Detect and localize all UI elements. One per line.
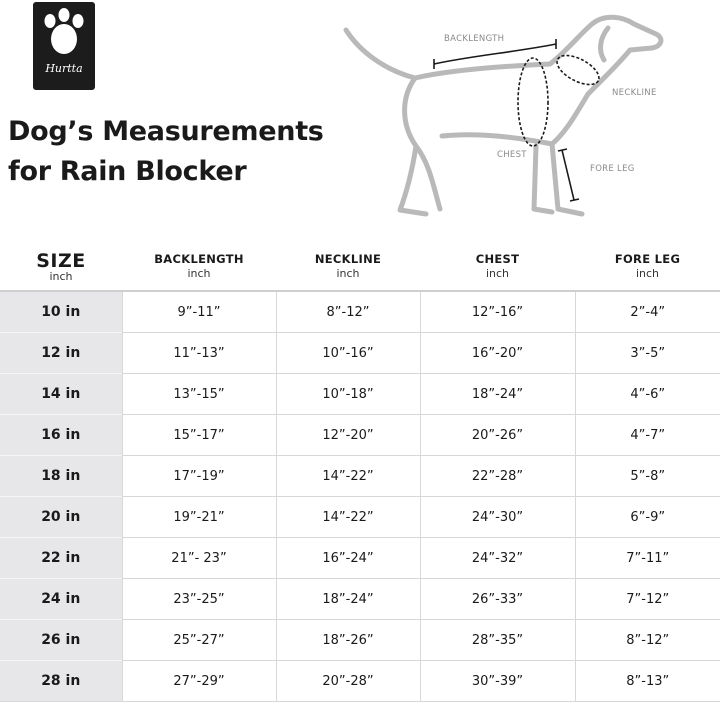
column-header-foreleg xyxy=(575,242,720,291)
table-row xyxy=(0,497,720,538)
measurement-cell-foreleg: 8”-13” xyxy=(575,661,720,702)
table-row xyxy=(0,374,720,415)
column-header-unit: inch xyxy=(635,267,660,280)
size-cell: 14 in xyxy=(0,374,122,415)
measurement-cell-chest: 24”-30” xyxy=(420,497,575,538)
measurement-cell-neckline: 18”-26” xyxy=(276,620,420,661)
size-table xyxy=(0,242,720,702)
measurement-cell-foreleg: 7”-12” xyxy=(575,579,720,620)
measurement-cell-backlength: 13”-15” xyxy=(122,374,276,415)
measurement-cell-neckline: 10”-18” xyxy=(276,374,420,415)
dog-silhouette xyxy=(346,17,661,214)
table-row xyxy=(0,661,720,702)
title-line-1: Dog’s Measurements xyxy=(8,116,324,147)
measurement-cell-foreleg: 3”-5” xyxy=(575,333,720,374)
size-cell: 12 in xyxy=(0,333,122,374)
measurement-cell-foreleg: 4”-6” xyxy=(575,374,720,415)
size-cell: 24 in xyxy=(0,579,122,620)
measurement-cell-backlength: 17”-19” xyxy=(122,456,276,497)
table-row xyxy=(0,291,720,333)
measurement-cell-backlength: 9”-11” xyxy=(122,291,276,333)
measurement-cell-backlength: 27”-29” xyxy=(122,661,276,702)
foreleg-marker xyxy=(562,150,574,200)
title-line-2: for Rain Blocker xyxy=(8,156,247,187)
measurement-cell-chest: 16”-20” xyxy=(420,333,575,374)
column-header-label: NECKLINE xyxy=(314,252,382,266)
size-cell: 26 in xyxy=(0,620,122,661)
column-header-backlength xyxy=(122,242,276,291)
table-body xyxy=(0,291,720,702)
measurement-cell-neckline: 18”-24” xyxy=(276,579,420,620)
measurement-cell-neckline: 16”-24” xyxy=(276,538,420,579)
column-header-unit: inch xyxy=(49,269,73,283)
column-header-neckline xyxy=(276,242,420,291)
measurement-cell-backlength: 15”-17” xyxy=(122,415,276,456)
measurement-cell-foreleg: 4”-7” xyxy=(575,415,720,456)
size-cell: 16 in xyxy=(0,415,122,456)
paw-icon xyxy=(33,2,95,90)
size-cell: 28 in xyxy=(0,661,122,702)
table-row xyxy=(0,579,720,620)
measurement-cell-foreleg: 8”-12” xyxy=(575,620,720,661)
size-cell: 10 in xyxy=(0,291,122,333)
column-header-unit: inch xyxy=(485,267,510,280)
measurement-cell-backlength: 25”-27” xyxy=(122,620,276,661)
table-row xyxy=(0,620,720,661)
column-header-label: FORE LEG xyxy=(614,252,681,266)
size-cell: 20 in xyxy=(0,497,122,538)
page-title xyxy=(8,112,324,192)
label-foreleg: FORE LEG xyxy=(590,164,635,174)
table-header-row xyxy=(0,242,720,291)
measurement-cell-chest: 20”-26” xyxy=(420,415,575,456)
column-header-size xyxy=(0,242,122,291)
measurement-cell-backlength: 23”-25” xyxy=(122,579,276,620)
column-header-label: BACKLENGTH xyxy=(154,252,244,266)
column-header-label: CHEST xyxy=(475,252,520,266)
table-row xyxy=(0,415,720,456)
table-row xyxy=(0,538,720,579)
measurement-cell-foreleg: 2”-4” xyxy=(575,291,720,333)
measurement-cell-neckline: 14”-22” xyxy=(276,497,420,538)
measurement-cell-chest: 30”-39” xyxy=(420,661,575,702)
measurement-cell-backlength: 11”-13” xyxy=(122,333,276,374)
brand-logo xyxy=(33,2,95,90)
measurement-cell-chest: 22”-28” xyxy=(420,456,575,497)
measurement-cell-neckline: 8”-12” xyxy=(276,291,420,333)
label-neckline: NECKLINE xyxy=(612,88,657,98)
column-header-chest xyxy=(420,242,575,291)
measurement-cell-neckline: 14”-22” xyxy=(276,456,420,497)
measurement-cell-neckline: 20”-28” xyxy=(276,661,420,702)
brand-name: Hurtta xyxy=(45,62,83,75)
measurement-cell-foreleg: 6”-9” xyxy=(575,497,720,538)
measurement-cell-chest: 28”-35” xyxy=(420,620,575,661)
column-header-unit: inch xyxy=(336,267,360,280)
measurement-cell-neckline: 12”-20” xyxy=(276,415,420,456)
label-backlength: BACKLENGTH xyxy=(444,34,505,44)
measurement-cell-neckline: 10”-16” xyxy=(276,333,420,374)
backlength-marker xyxy=(434,44,556,64)
measurement-cell-chest: 18”-24” xyxy=(420,374,575,415)
measurement-cell-backlength: 21”- 23” xyxy=(122,538,276,579)
measurement-cell-foreleg: 5”-8” xyxy=(575,456,720,497)
measurement-cell-chest: 26”-33” xyxy=(420,579,575,620)
size-cell: 22 in xyxy=(0,538,122,579)
column-header-label: SIZE xyxy=(36,249,86,272)
label-chest: CHEST xyxy=(497,150,527,160)
size-cell: 18 in xyxy=(0,456,122,497)
measurement-cell-chest: 12”-16” xyxy=(420,291,575,333)
measurement-cell-backlength: 19”-21” xyxy=(122,497,276,538)
table-row xyxy=(0,456,720,497)
chest-marker xyxy=(518,58,548,146)
table-row xyxy=(0,333,720,374)
measurement-cell-chest: 24”-32” xyxy=(420,538,575,579)
column-header-unit: inch xyxy=(187,267,211,280)
measurement-cell-foreleg: 7”-11” xyxy=(575,538,720,579)
